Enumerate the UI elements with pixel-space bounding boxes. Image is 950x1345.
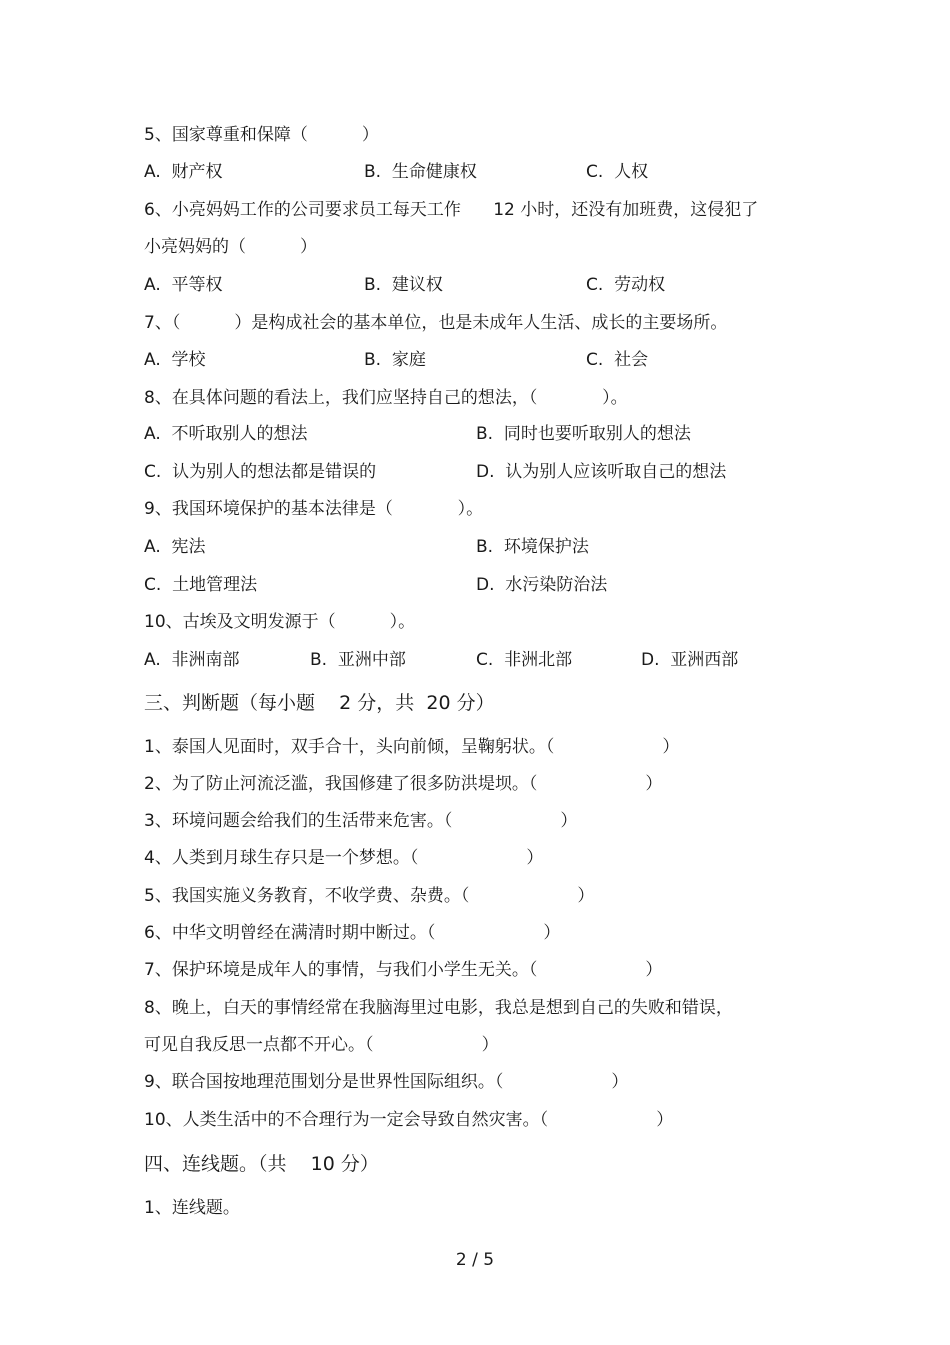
- question-8-option-d: D. 认为别人应该听取自己的想法: [476, 462, 727, 482]
- question-7-stem: 7、（ ）是构成社会的基本单位，也是未成年人生活、成长的主要场所。: [144, 313, 728, 333]
- question-8-option-a: A. 不听取别人的想法: [144, 424, 308, 444]
- question-8-option-c: C. 认为别人的想法都是错误的: [144, 462, 377, 482]
- judgement-item-8-line2: 可见自我反思一点都不开心。（ ）: [144, 1035, 499, 1055]
- judgement-item-5: 5、我国实施义务教育，不收学费、杂费。（ ）: [144, 886, 595, 906]
- question-10-option-d: D. 亚洲西部: [641, 650, 739, 670]
- question-6-option-b: B. 建议权: [364, 275, 443, 295]
- question-5-option-b: B. 生命健康权: [364, 162, 477, 182]
- page-number: 2 / 5: [455, 1250, 495, 1270]
- judgement-item-1: 1、泰国人见面时，双手合十，头向前倾，呈鞠躬状。（ ）: [144, 737, 680, 757]
- question-9-stem: 9、我国环境保护的基本法律是（ ）。: [144, 499, 484, 519]
- judgement-item-8-line1: 8、晚上，白天的事情经常在我脑海里过电影，我总是想到自己的失败和错误，: [144, 998, 733, 1018]
- question-7-option-b: B. 家庭: [364, 350, 426, 370]
- question-8-option-b: B. 同时也要听取别人的想法: [476, 424, 691, 444]
- question-5-option-c: C. 人权: [586, 162, 649, 182]
- question-10-option-a: A. 非洲南部: [144, 650, 240, 670]
- question-10-option-b: B. 亚洲中部: [310, 650, 406, 670]
- question-6-stem-line2: 小亮妈妈的（ ）: [144, 237, 318, 257]
- question-6-stem-line1: 6、小亮妈妈工作的公司要求员工每天工作 12 小时，还没有加班费，这侵犯了: [144, 200, 759, 220]
- question-8-stem: 8、在具体问题的看法上，我们应坚持自己的想法，（ ）。: [144, 388, 628, 408]
- question-10-stem: 10、古埃及文明发源于（ ）。: [144, 612, 416, 632]
- judgement-item-3: 3、环境问题会给我们的生活带来危害。（ ）: [144, 811, 578, 831]
- question-10-option-c: C. 非洲北部: [476, 650, 573, 670]
- question-9-option-c: C. 土地管理法: [144, 575, 258, 595]
- question-9-option-d: D. 水污染防治法: [476, 575, 608, 595]
- question-6-option-a: A. 平等权: [144, 275, 223, 295]
- question-5-stem: 5、国家尊重和保障（ ）: [144, 125, 379, 145]
- judgement-item-10: 10、人类生活中的不合理行为一定会导致自然灾害。（ ）: [144, 1110, 674, 1130]
- question-9-option-a: A. 宪法: [144, 537, 206, 557]
- judgement-item-9: 9、联合国按地理范围划分是世界性国际组织。（ ）: [144, 1072, 629, 1092]
- question-6-option-c: C. 劳动权: [586, 275, 666, 295]
- judgement-item-6: 6、中华文明曾经在满清时期中断过。（ ）: [144, 923, 561, 943]
- judgement-item-7: 7、保护环境是成年人的事情，与我们小学生无关。（ ）: [144, 960, 663, 980]
- question-9-option-b: B. 环境保护法: [476, 537, 589, 557]
- judgement-item-2: 2、为了防止河流泛滥，我国修建了很多防洪堤坝。（ ）: [144, 774, 663, 794]
- matching-item-1: 1、连线题。: [144, 1198, 240, 1218]
- judgement-item-4: 4、人类到月球生存只是一个梦想。（ ）: [144, 848, 544, 868]
- section-3-title: 三、判断题（每小题 2 分，共 20 分）: [144, 692, 495, 714]
- section-4-title: 四、连线题。（共 10 分）: [144, 1153, 379, 1175]
- question-5-option-a: A. 财产权: [144, 162, 223, 182]
- question-7-option-a: A. 学校: [144, 350, 206, 370]
- question-7-option-c: C. 社会: [586, 350, 649, 370]
